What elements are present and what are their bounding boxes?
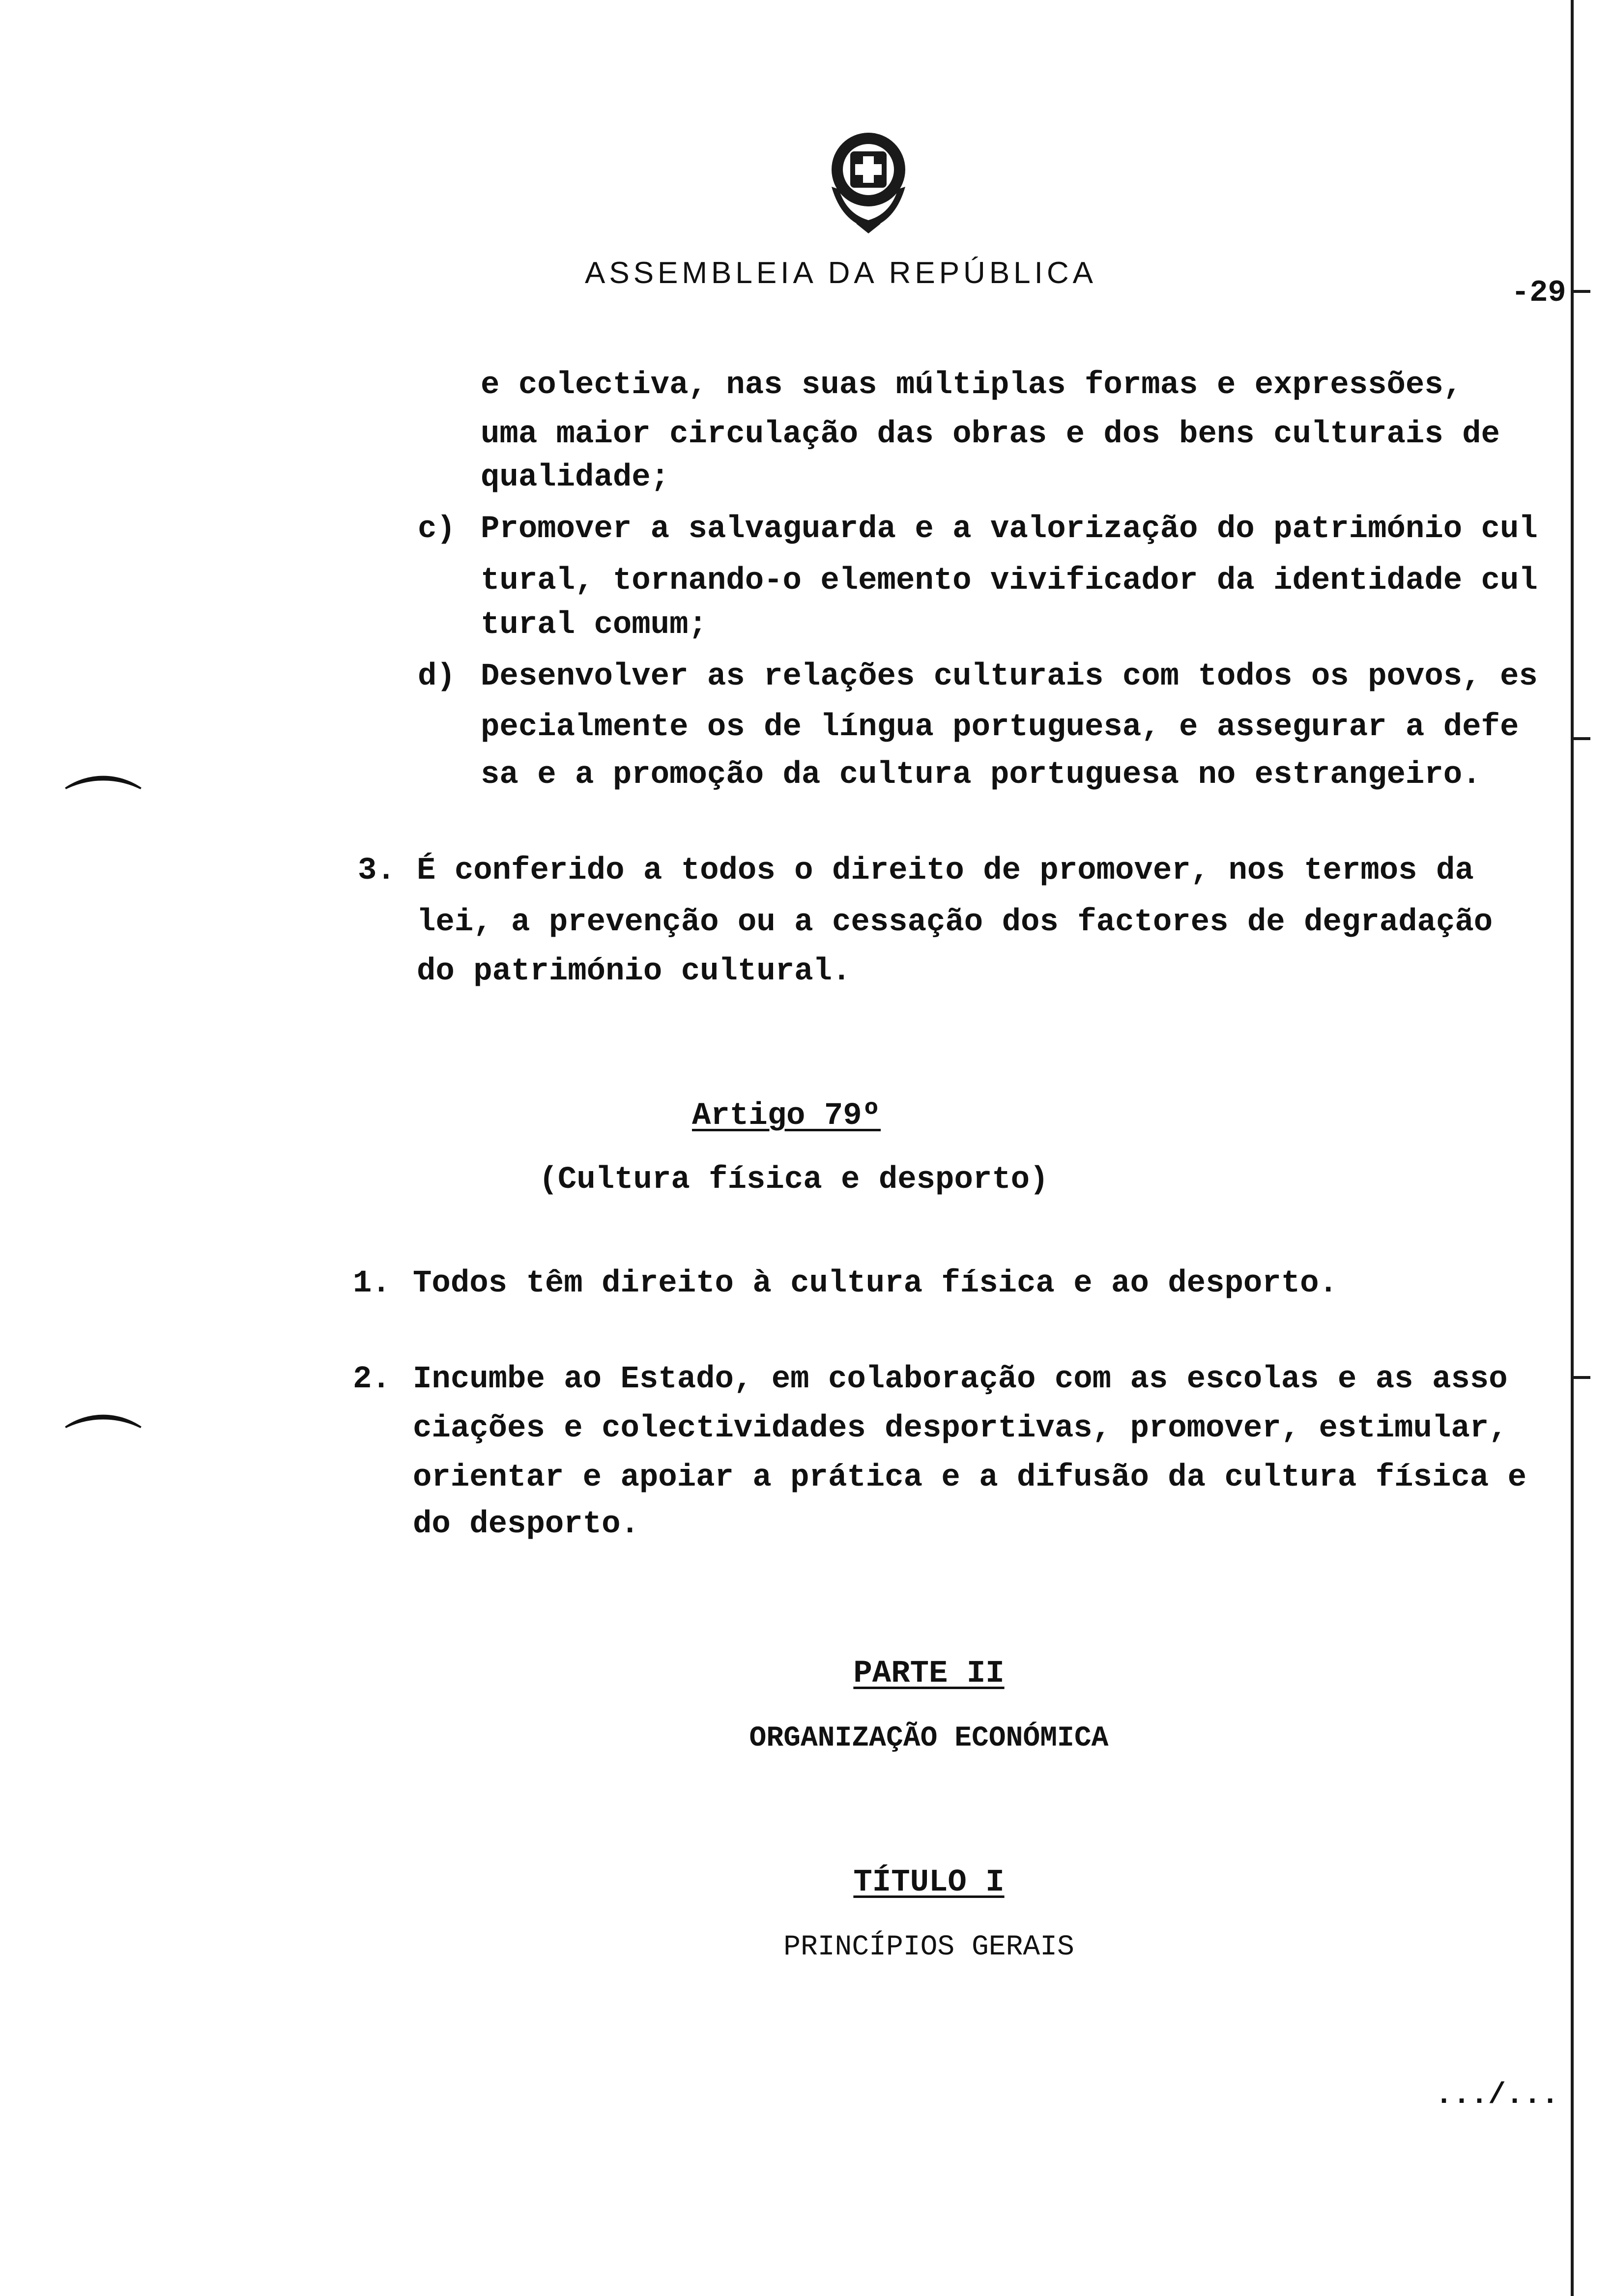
margin-tick [1571, 1376, 1590, 1379]
header-institution: ASSEMBLEIA DA REPÚBLICA [585, 256, 1097, 290]
page-number: -29 [1511, 275, 1566, 310]
item-d-marker: d) [418, 659, 456, 694]
item-d-line: pecialmente os de língua portuguesa, e assegurar a defe [481, 710, 1519, 745]
scan-mark: ⌒ [64, 1410, 143, 1498]
continuation-line: qualidade; [481, 460, 670, 495]
paragraph-3-line: lei, a prevenção ou a cessação dos factores de degradação [417, 905, 1493, 940]
article-79-p1-text: Todos têm direito à cultura física e ao desporto. [413, 1266, 1338, 1301]
item-d-line: sa e a promoção da cultura portuguesa no estrangeiro. [481, 757, 1481, 793]
article-79-p2-line: ciações e colectividades desportivas, promover, estimular, [413, 1411, 1508, 1446]
article-79-p2-line: orientar e apoiar a prática e a difusão da cultura física e [413, 1460, 1526, 1495]
title-1-heading-wrap [123, 1865, 1612, 1900]
part-2-heading-wrap [123, 1656, 1612, 1692]
item-d-line: Desenvolver as relações culturais com todos os povos, es [481, 659, 1538, 694]
coat-of-arms-emblem [812, 123, 925, 236]
part-2-heading: PARTE II [853, 1656, 1005, 1692]
title-1-subtitle: PRINCÍPIOS GERAIS [783, 1931, 1074, 1963]
paragraph-3-line: É conferido a todos o direito de promover, nos termos da [417, 853, 1474, 889]
article-79-p1-marker: 1. [353, 1266, 391, 1301]
part-2-subtitle: ORGANIZAÇÃO ECONÓMICA [749, 1722, 1109, 1754]
scan-mark: ⌒ [64, 771, 143, 859]
title-1-heading: TÍTULO I [853, 1865, 1005, 1900]
item-c-marker: c) [418, 512, 456, 547]
article-79-heading-wrap [0, 1098, 1592, 1134]
article-79-p2-line: do desporto. [413, 1507, 639, 1542]
article-79-heading: Artigo 79º [691, 1098, 881, 1134]
continuation-line: uma maior circulação das obras e dos bens culturais de [481, 417, 1500, 452]
margin-tick [1571, 737, 1590, 740]
continuation-line: e colectiva, nas suas múltiplas formas e expressões, [481, 368, 1463, 403]
continuation-mark: .../... [1435, 2079, 1559, 2112]
item-c-line: tural, tornando-o elemento vivificador da identidade cul [481, 563, 1538, 599]
article-79-p2-marker: 2. [353, 1362, 391, 1397]
item-c-line: tural comum; [481, 607, 707, 643]
paragraph-3-line: do património cultural. [417, 954, 851, 989]
article-79-p2-line: Incumbe ao Estado, em colaboração com as escolas e as asso [413, 1362, 1508, 1397]
article-79-subtitle: (Cultura física e desporto) [539, 1162, 1049, 1198]
item-c-line: Promover a salvaguarda e a valorização do património cul [481, 512, 1538, 547]
paragraph-3-marker: 3. [358, 853, 396, 889]
margin-tick [1571, 290, 1590, 293]
